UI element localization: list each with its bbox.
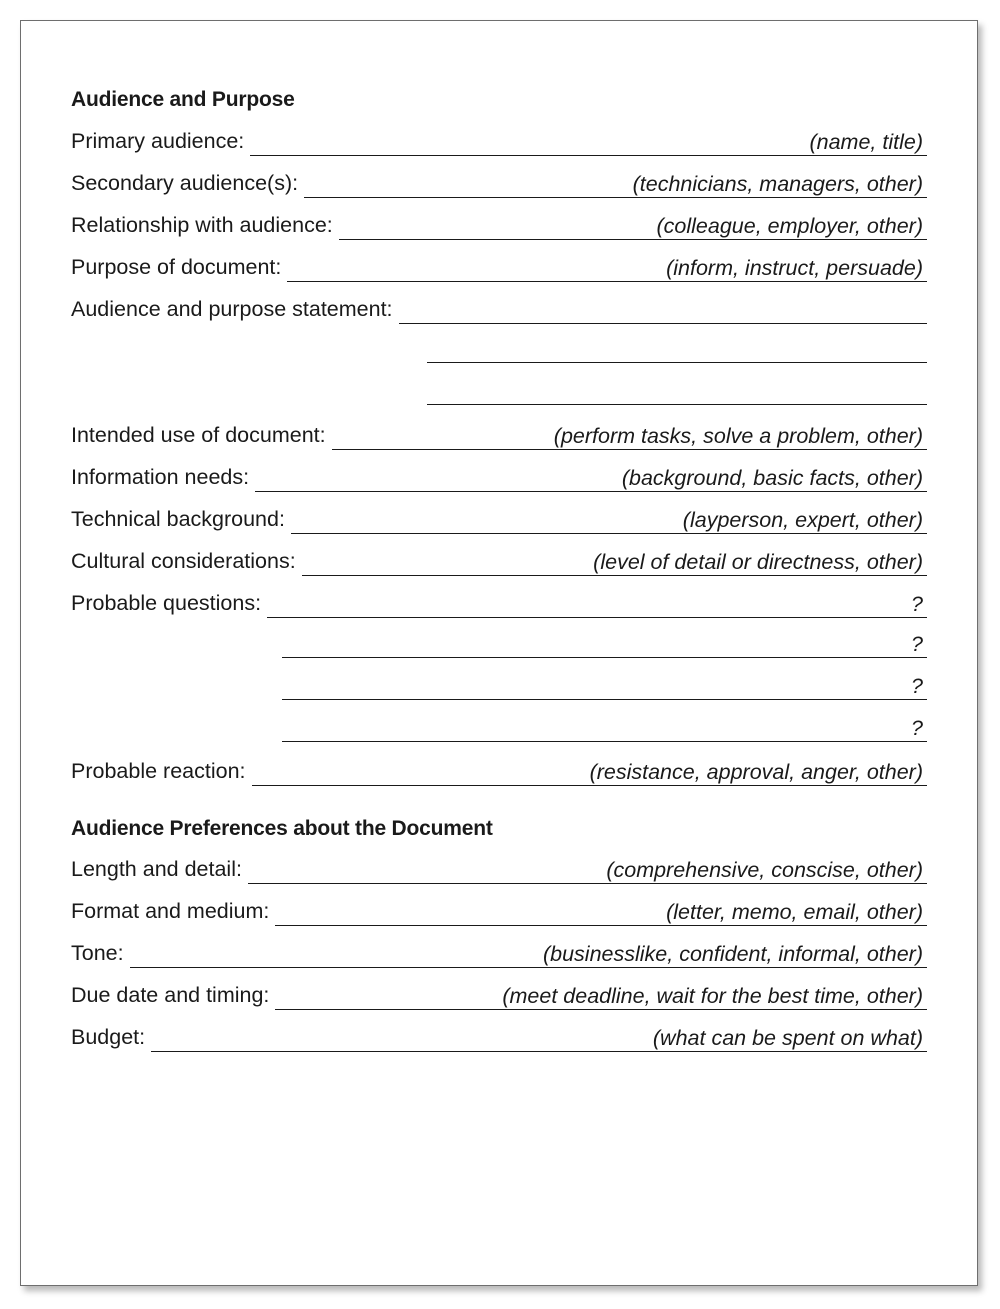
field-hint: (what can be spent on what) <box>652 1026 923 1050</box>
field-label: Purpose of document: <box>71 255 282 279</box>
purpose-field[interactable] <box>287 255 927 282</box>
row-audience-purpose-statement <box>71 294 927 324</box>
field-label: Format and medium: <box>71 899 270 923</box>
section-heading-audience-preferences: Audience Preferences about the Document <box>71 817 493 840</box>
probable-reaction-field[interactable] <box>252 759 928 786</box>
field-label: Budget: <box>71 1025 146 1049</box>
probable-question-field-3[interactable] <box>282 673 927 700</box>
statement-field-line-2[interactable] <box>427 361 927 363</box>
row-probable-reaction <box>71 756 927 786</box>
row-primary-audience <box>71 126 927 156</box>
field-hint: (colleague, employer, other) <box>656 214 923 238</box>
information-needs-field[interactable] <box>255 465 927 492</box>
field-hint: (resistance, approval, anger, other) <box>589 760 923 784</box>
row-probable-questions <box>71 588 927 618</box>
row-format-medium <box>71 896 927 926</box>
due-date-timing-field[interactable] <box>275 983 927 1010</box>
field-hint: (businesslike, confident, informal, other) <box>542 942 923 966</box>
field-label: Secondary audience(s): <box>71 171 299 195</box>
row-technical-background <box>71 504 927 534</box>
field-hint: (comprehensive, conscise, other) <box>606 858 923 882</box>
field-hint: (technicians, managers, other) <box>632 172 923 196</box>
field-label: Technical background: <box>71 507 285 531</box>
field-label: Audience and purpose statement: <box>71 297 393 321</box>
row-secondary-audience <box>71 168 927 198</box>
budget-field[interactable] <box>151 1025 927 1052</box>
statement-field-line-1[interactable] <box>399 297 927 324</box>
field-hint: (inform, instruct, persuade) <box>666 256 923 280</box>
field-hint: (background, basic facts, other) <box>621 466 923 490</box>
field-label: Probable questions: <box>71 591 262 615</box>
row-length-detail <box>71 854 927 884</box>
cultural-considerations-field[interactable] <box>302 549 927 576</box>
intended-use-field[interactable] <box>332 423 927 450</box>
field-label: Due date and timing: <box>71 983 270 1007</box>
field-label: Primary audience: <box>71 129 245 153</box>
field-hint: (name, title) <box>809 130 923 154</box>
row-intended-use <box>71 420 927 450</box>
section-heading-audience-purpose: Audience and Purpose <box>71 88 295 111</box>
field-label: Length and detail: <box>71 857 242 881</box>
worksheet-page <box>20 20 978 1286</box>
question-mark: ? <box>911 632 923 656</box>
field-hint <box>923 298 927 322</box>
question-mark: ? <box>911 674 923 698</box>
row-cultural-considerations <box>71 546 927 576</box>
probable-question-field-1[interactable] <box>267 591 927 618</box>
format-medium-field[interactable] <box>275 899 927 926</box>
probable-question-field-4[interactable] <box>282 715 927 742</box>
field-label: Information needs: <box>71 465 250 489</box>
row-purpose <box>71 252 927 282</box>
length-detail-field[interactable] <box>248 857 927 884</box>
technical-background-field[interactable] <box>291 507 927 534</box>
field-hint: (layperson, expert, other) <box>682 508 923 532</box>
field-hint: (letter, memo, email, other) <box>666 900 923 924</box>
field-label: Relationship with audience: <box>71 213 333 237</box>
field-hint: (meet deadline, wait for the best time, other) <box>502 984 923 1008</box>
probable-question-field-2[interactable] <box>282 631 927 658</box>
field-label: Tone: <box>71 941 124 965</box>
row-due-date-timing <box>71 980 927 1010</box>
tone-field[interactable] <box>130 941 927 968</box>
statement-field-line-3[interactable] <box>427 403 927 405</box>
secondary-audience-field[interactable] <box>304 171 927 198</box>
relationship-field[interactable] <box>339 213 927 240</box>
field-label: Probable reaction: <box>71 759 246 783</box>
field-label: Cultural considerations: <box>71 549 296 573</box>
row-information-needs <box>71 462 927 492</box>
field-hint: (level of detail or directness, other) <box>593 550 923 574</box>
field-hint: (perform tasks, solve a problem, other) <box>553 424 923 448</box>
question-mark: ? <box>911 716 923 740</box>
question-mark: ? <box>911 592 923 616</box>
row-tone <box>71 938 927 968</box>
field-label: Intended use of document: <box>71 423 326 447</box>
row-budget <box>71 1022 927 1052</box>
primary-audience-field[interactable] <box>250 129 927 156</box>
row-relationship <box>71 210 927 240</box>
